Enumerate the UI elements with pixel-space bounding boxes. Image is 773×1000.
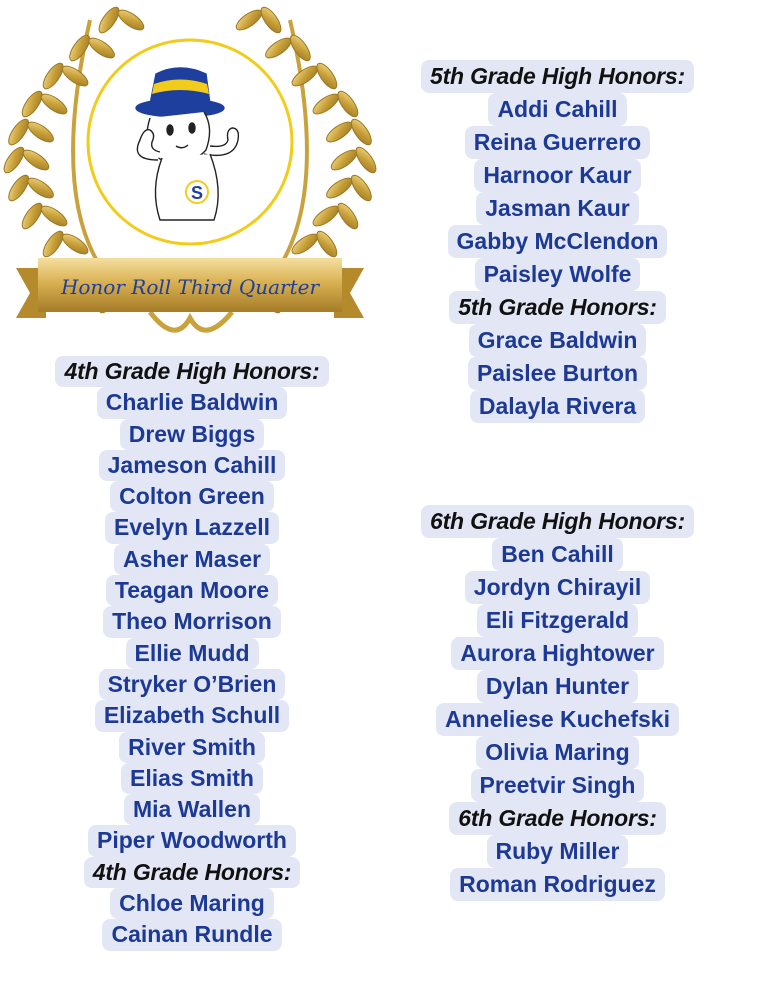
laurel-leaf: [19, 88, 46, 119]
honoree-name: Dylan Hunter: [477, 670, 638, 703]
laurel-leaf: [40, 60, 67, 91]
honoree-name: Drew Biggs: [120, 419, 265, 450]
honoree-name: Cainan Rundle: [102, 919, 281, 950]
honoree-name: Colton Green: [110, 481, 274, 512]
honoree-name: Grace Baldwin: [469, 324, 647, 357]
honoree-name: Evelyn Lazzell: [105, 512, 279, 543]
honoree-name: Jordyn Chirayil: [465, 571, 650, 604]
laurel-leaf: [313, 228, 340, 259]
laurel-leaf: [289, 62, 320, 89]
laurel-leaf: [38, 202, 69, 229]
banner-title: Honor Roll Third Quarter: [60, 275, 320, 299]
honoree-name: Ellie Mudd: [126, 638, 259, 669]
laurel-leaf: [348, 172, 375, 203]
laurel-leaf: [313, 60, 340, 91]
honoree-name: Jameson Cahill: [99, 450, 286, 481]
grade-5-honors-header: 5th Grade Honors:: [449, 291, 666, 324]
laurel-leaf: [38, 90, 69, 117]
honoree-name: Harnoor Kaur: [474, 159, 640, 192]
honoree-name: River Smith: [119, 732, 265, 763]
laurel-leaf: [328, 146, 359, 173]
laurel-leaf: [20, 146, 51, 173]
laurel-leaf: [5, 172, 32, 203]
honoree-name: Aurora Hightower: [451, 637, 663, 670]
honoree-name: Mia Wallen: [124, 794, 260, 825]
laurel-leaf: [233, 6, 264, 33]
grade-4-honors-header: 4th Grade Honors:: [84, 857, 301, 888]
laurel-leaf: [40, 228, 67, 259]
grade-5-column: [405, 60, 710, 423]
honoree-name: Ben Cahill: [492, 538, 622, 571]
laurel-leaf: [263, 34, 294, 61]
laurel-leaf: [115, 6, 146, 33]
laurel-leaf: [25, 118, 56, 145]
laurel-leaf: [287, 32, 314, 63]
honoree-name: Paisley Wolfe: [475, 258, 641, 291]
laurel-leaf: [324, 174, 355, 201]
banner-ribbon: [16, 258, 364, 318]
laurel-leaf: [5, 116, 32, 147]
laurel-leaf: [257, 4, 284, 35]
laurel-leaf: [0, 144, 27, 175]
laurel-leaf: [95, 4, 122, 35]
honoree-name: Stryker O’Brien: [99, 669, 286, 700]
honoree-name: Elizabeth Schull: [95, 700, 289, 731]
honoree-name: Piper Woodworth: [88, 825, 296, 856]
laurel-leaf: [334, 200, 361, 231]
grade-6-honors-header: 6th Grade Honors:: [449, 802, 666, 835]
honoree-name: Jasman Kaur: [476, 192, 638, 225]
honoree-name: Dalayla Rivera: [470, 390, 645, 423]
honoree-name: Chloe Maring: [110, 888, 274, 919]
grade-6-column: [405, 505, 710, 901]
monogram-letter: S: [190, 183, 204, 203]
honor-roll-crest: [0, 0, 380, 360]
laurel-leaf: [348, 116, 375, 147]
honoree-name: Olivia Maring: [476, 736, 638, 769]
honoree-name: Elias Smith: [121, 763, 263, 794]
grade-4-column: [42, 356, 342, 951]
honoree-name: Asher Maser: [114, 544, 270, 575]
laurel-leaf: [334, 88, 361, 119]
honoree-name: Ruby Miller: [487, 835, 629, 868]
honoree-name: Reina Guerrero: [465, 126, 650, 159]
laurel-leaf: [59, 62, 90, 89]
laurel-leaf: [352, 144, 379, 175]
honoree-name: Roman Rodriguez: [450, 868, 665, 901]
grade-4-high-honors-header: 4th Grade High Honors:: [55, 356, 328, 387]
laurel-leaf: [324, 118, 355, 145]
laurel-leaf: [86, 34, 117, 61]
honoree-name: Anneliese Kuchefski: [436, 703, 679, 736]
laurel-bow: [150, 312, 232, 330]
honoree-name: Theo Morrison: [103, 606, 281, 637]
honoree-name: Charlie Baldwin: [97, 387, 288, 418]
laurel-leaf: [66, 32, 93, 63]
honoree-name: Teagan Moore: [106, 575, 278, 606]
honoree-name: Preetvir Singh: [471, 769, 645, 802]
honoree-name: Eli Fitzgerald: [477, 604, 638, 637]
laurel-leaf: [310, 90, 341, 117]
laurel-leaf: [19, 200, 46, 231]
grade-5-high-honors-header: 5th Grade High Honors:: [421, 60, 694, 93]
laurel-leaf: [25, 174, 56, 201]
honoree-name: Addi Cahill: [488, 93, 626, 126]
grade-6-high-honors-header: 6th Grade High Honors:: [421, 505, 694, 538]
laurel-leaf: [310, 202, 341, 229]
honoree-name: Gabby McClendon: [448, 225, 668, 258]
honoree-name: Paislee Burton: [468, 357, 647, 390]
